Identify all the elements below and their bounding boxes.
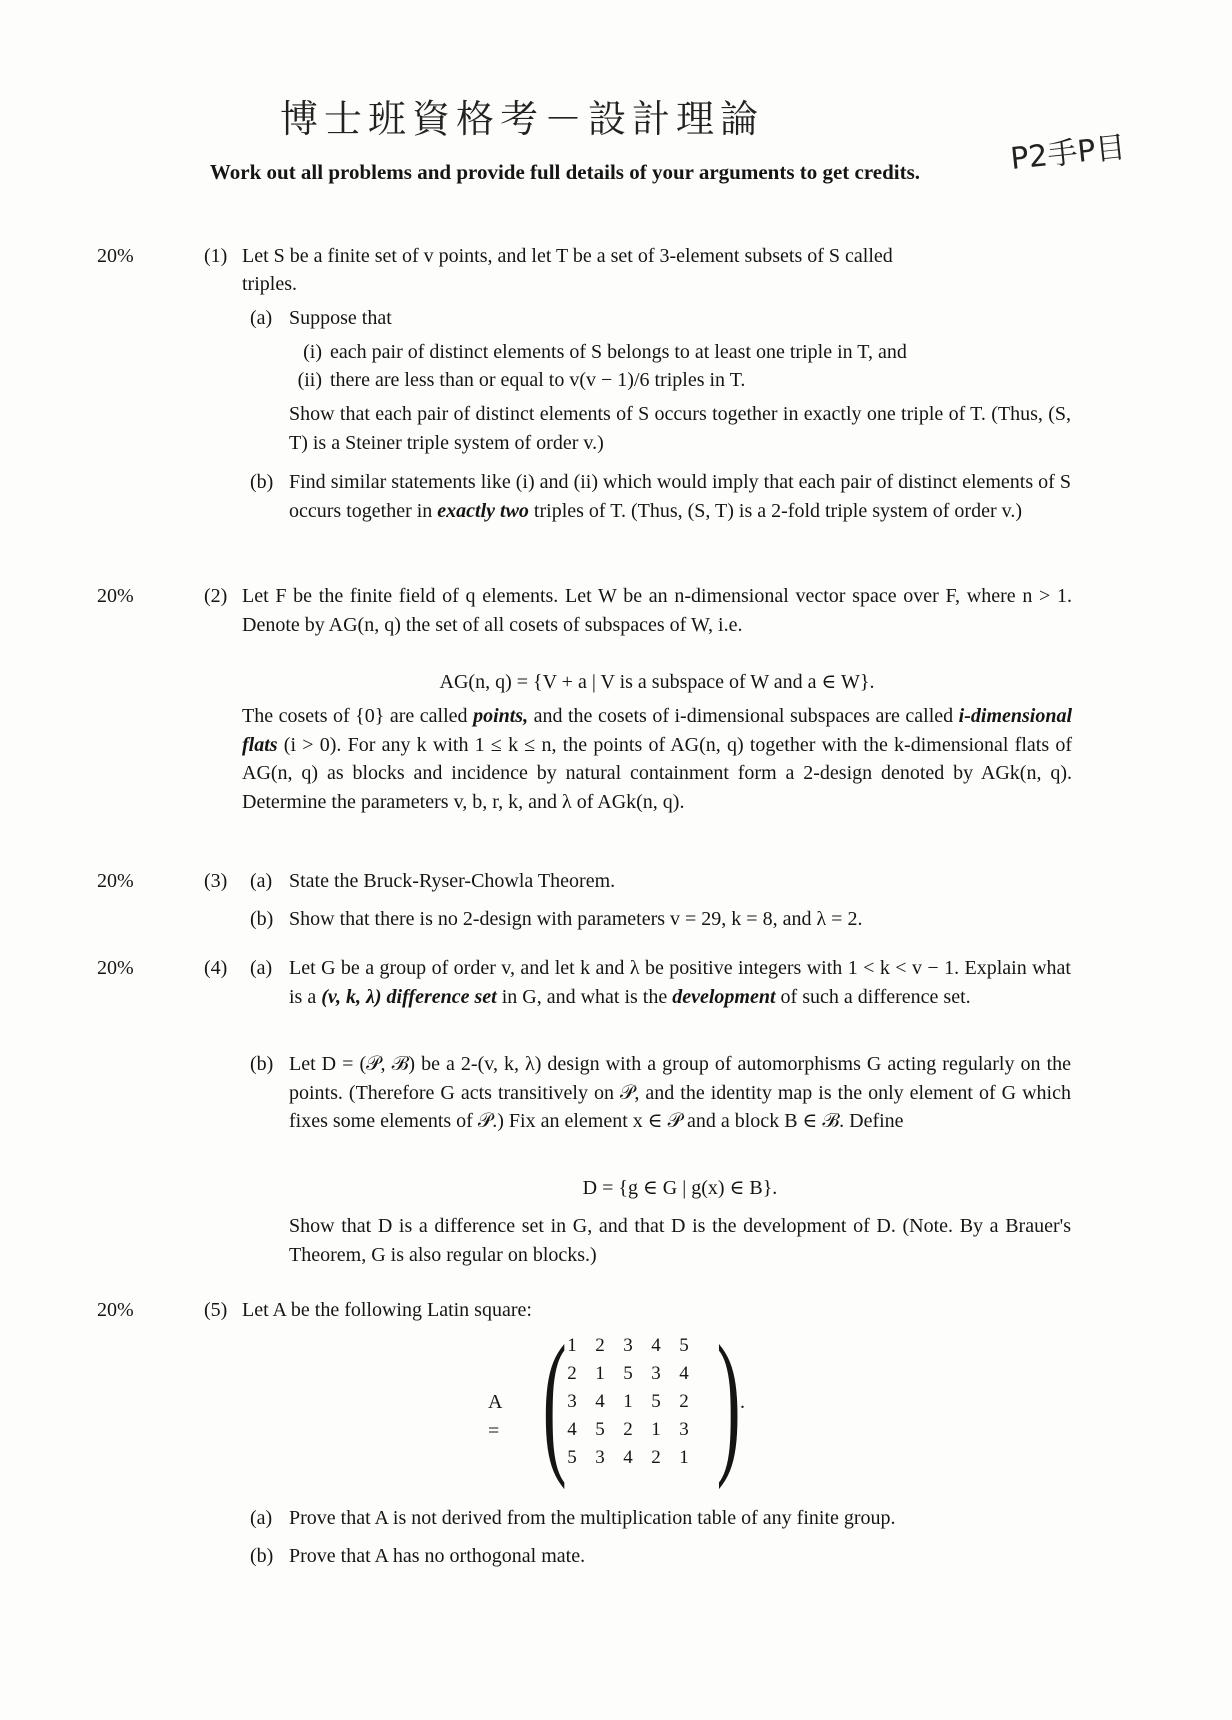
matrix-cell: 2 [595,1335,605,1356]
emphasis: development [672,985,776,1008]
matrix-cell: 1 [595,1363,605,1384]
emphasis: exactly two [437,499,529,522]
problem-intro: Let F be the finite field of q elements. Let W be an n-dimensional vector space over F, where n > 1. Denote by AG(n, q) the set of all cosets of subspaces of W, i.e. [242,585,1072,636]
condition-ii: there are less than or equal to v(v − 1)/6 triples in T. [330,369,746,391]
formula: AG(n, q) = {V + a | V is a subspace of W and a ∈ W}. [439,671,875,693]
problem-number: (3) [204,870,228,892]
part-b-text: Find similar statements like (i) and (ii) which would imply that each pair of distinct elements of S occurs together in exactly two triples of T. (Thus, (S, T) is a 2-fold triple system of order v.) [289,471,1071,522]
matrix-cell: 1 [679,1447,689,1468]
condition-label: (ii) [297,369,322,391]
problem-weight: 20% [97,957,134,979]
problem-intro: Let A be the following Latin square: [242,1299,532,1321]
matrix-cell: 3 [651,1363,661,1384]
emphasis: points, [473,705,529,727]
part-label: (b) [250,1053,274,1075]
matrix-grid [558,1332,718,1472]
matrix-cell: 4 [679,1363,689,1384]
handwritten-title: 博士班資格考－設計理論 [280,97,765,141]
part-label: (b) [250,471,274,493]
problem-number: (1) [204,245,228,267]
matrix-cell: 5 [567,1447,577,1468]
part-label: (a) [250,1507,273,1529]
problem-intro-line1: Let S be a finite set of v points, and let T be a set of 3-element subsets of S called [242,245,893,267]
matrix-cell: 4 [567,1419,577,1440]
part-label: (a) [250,957,273,979]
part-label: (b) [250,1545,274,1567]
condition-label: (i) [303,341,322,363]
matrix-cell: 4 [651,1335,661,1356]
problem-weight: 20% [97,1299,134,1321]
problem-text: The cosets of {0} are called points, and the cosets of i-dimensional subspaces are called i-dimensional flats (i > 0). For any k with 1 ≤ k ≤ n, the points of AG(n, q) together with the k-dimensional flats of AG(n, q) as blocks and incidence by natural containment form a 2-design denoted by AGk(n, q). Determine the parameters v, b, r, k, and λ of AGk(n, q). [242,705,1073,813]
matrix-cell: 1 [651,1419,661,1440]
problem-weight: 20% [97,870,134,892]
matrix-cell: 5 [679,1335,689,1356]
problem-weight: 20% [97,585,134,607]
matrix-cell: 1 [623,1391,633,1412]
part-label: (a) [250,307,273,329]
handwritten-note: P2手P目 [1008,130,1128,177]
emphasis: (v, k, λ) difference set [321,985,497,1008]
matrix-cell: 1 [567,1335,577,1356]
problem-number: (4) [204,957,228,979]
matrix-cell: 2 [567,1363,577,1384]
part-a-text: State the Bruck-Ryser-Chowla Theorem. [289,870,616,892]
formula: D = {g ∈ G | g(x) ∈ B}. [582,1177,778,1199]
part-label: (b) [250,908,274,930]
matrix-cell: 3 [567,1391,577,1412]
problem-intro-line2: triples. [242,273,297,295]
matrix-cell: 5 [595,1419,605,1440]
matrix-cell: 2 [623,1419,633,1440]
part-a-text: Prove that A is not derived from the multiplication table of any finite group. [289,1507,896,1529]
matrix-cell: 5 [651,1391,661,1412]
matrix-cell: 3 [623,1335,633,1356]
part-b-text: Show that there is no 2-design with parameters v = 29, k = 8, and λ = 2. [289,908,863,930]
part-a-text: Let G be a group of order v, and let k and λ be positive integers with 1 < k < v − 1. Explain what is a (v, k, λ) difference set in G, and what is the development of such a difference set. [289,957,1071,1008]
part-a-conclusion: Show that each pair of distinct elements of S occurs together in exactly one triple of T. (Thus, (S, T) is a Steiner triple system of order v.) [289,403,1071,454]
matrix-cell: 4 [595,1391,605,1412]
part-b-conclusion: Show that D is a difference set in G, and that D is the development of D. (Note. By a Brauer's Theorem, G is also regular on blocks.) [289,1215,1071,1266]
part-a-text: Suppose that [289,307,392,329]
matrix-label: A = [488,1391,502,1442]
left-paren: ( [542,1312,567,1490]
problem-number: (5) [204,1299,228,1321]
instructions: Work out all problems and provide full details of your arguments to get credits. [209,160,921,184]
matrix-cell: 3 [595,1447,605,1468]
matrix-cell: 5 [623,1363,633,1384]
matrix-cell: 3 [679,1419,689,1440]
matrix-cell: 4 [623,1447,633,1468]
part-b-text: Prove that A has no orthogonal mate. [289,1545,586,1567]
problem-number: (2) [204,585,228,607]
part-b-text: Let D = (𝒫, ℬ) be a 2-(v, k, λ) design with a group of automorphisms G acting regularly on the points. (Therefore G acts transitively on 𝒫, and the identity map is the only element of G which fixes some elements of 𝒫.) Fix an element x ∈ 𝒫 and a block B ∈ ℬ. Define [289,1053,1071,1132]
right-paren: ) [716,1312,741,1490]
condition-i: each pair of distinct elements of S belongs to at least one triple in T, and [330,341,907,363]
matrix-cell: 2 [679,1391,689,1412]
part-label: (a) [250,870,273,892]
matrix-cell: 2 [651,1447,661,1468]
matrix-end: . [740,1391,745,1413]
emphasis: i-dimensional flats [242,705,1073,756]
problem-weight: 20% [97,245,134,267]
